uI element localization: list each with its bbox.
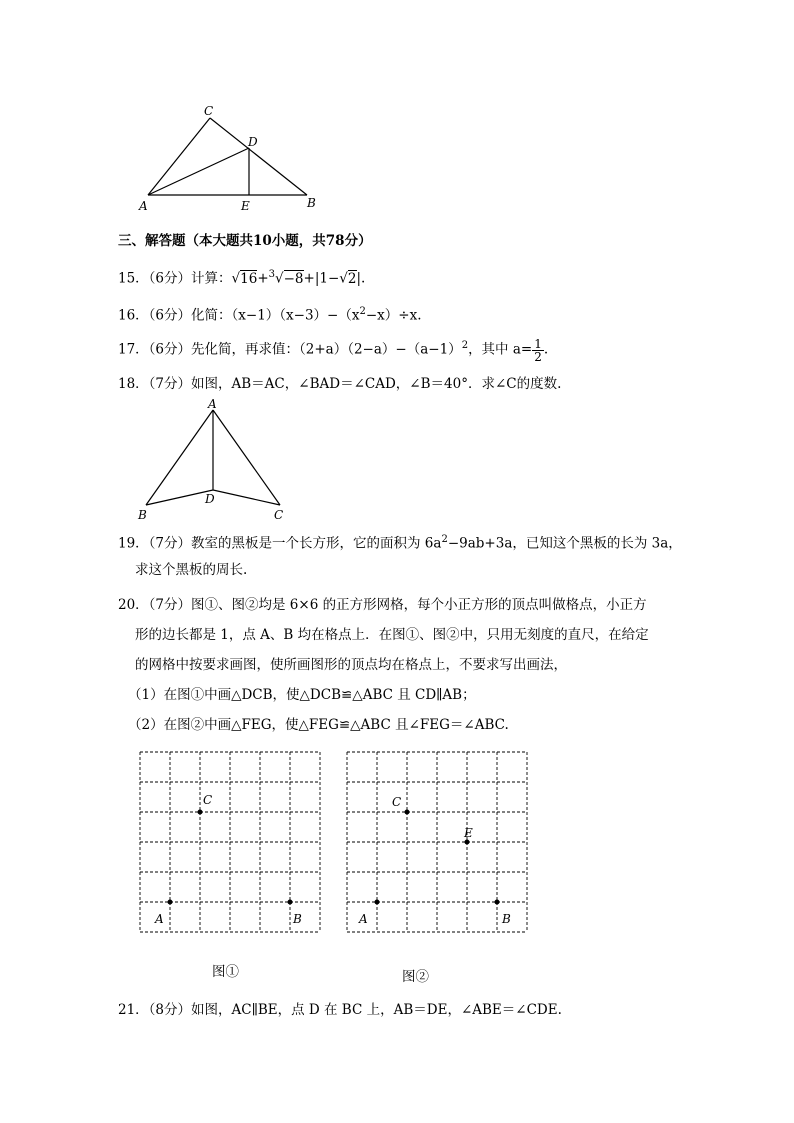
point-B — [495, 900, 500, 905]
question-20-line-1: 20．（7分）图①、图②均是 6×6 的正方形网格，每个小正方形的顶点叫做格点，小正方 — [118, 597, 647, 613]
q16-head: 16．（6分）化简：（x−1）（x−3）−（x — [118, 307, 360, 324]
label-D: D — [205, 492, 215, 506]
label-A: A — [155, 912, 164, 926]
q15-radicand-2: −8 — [283, 270, 304, 287]
q15-head: 15．（6分）计算： — [118, 270, 232, 287]
sqrt-icon: √ — [231, 270, 241, 287]
question-20-part-1: （1）在图①中画△DCB，使△DCB≌△ABC 且 CD∥AB； — [128, 687, 476, 703]
grid-1-caption: 图① — [212, 964, 239, 980]
sqrt-icon: √ — [275, 270, 284, 287]
q19-text-b: −9ab+3a，已知这个黑板的长为 3a， — [447, 535, 682, 552]
label-D: D — [248, 135, 258, 149]
grid-figure-1 — [130, 745, 330, 940]
q16-tail: −x）÷x. — [365, 307, 422, 324]
label-B: B — [293, 912, 302, 926]
point-C — [198, 810, 203, 815]
q15-radicand-3: 2 — [347, 270, 357, 287]
q17-mid: ，其中 a= — [468, 341, 533, 358]
label-A: A — [359, 912, 368, 926]
label-B: B — [502, 912, 511, 926]
q17-head: 17．（6分）先化简，再求值：（2+a）（2−a）−（a−1） — [118, 341, 462, 358]
sqrt-icon: √ — [339, 270, 348, 287]
grid-lines — [347, 752, 527, 932]
label-B: B — [138, 508, 147, 522]
q15-root-index: 3 — [268, 269, 276, 280]
point-C — [405, 810, 410, 815]
q15-plus-1: + — [257, 270, 269, 287]
label-C: C — [203, 793, 213, 807]
label-A: A — [208, 397, 217, 411]
label-E: E — [464, 826, 473, 840]
q19-exponent: 2 — [441, 534, 448, 545]
question-20-part-2: （2）在图②中画△FEG，使△FEG≌△ABC 且∠FEG＝∠ABC. — [128, 717, 509, 733]
label-C: C — [274, 508, 284, 522]
point-B — [288, 900, 293, 905]
point-A — [375, 900, 380, 905]
grid-figure-2 — [337, 745, 537, 940]
question-17 — [118, 333, 548, 363]
question-15 — [118, 265, 365, 289]
section-title: 三、解答题（本大题共10小题，共78分） — [118, 233, 372, 249]
label-B: B — [307, 196, 316, 210]
q17-exponent: 2 — [461, 340, 469, 351]
question-16 — [118, 302, 422, 326]
question-20-line-2: 形的边长都是 1，点 A、B 均在格点上．在图①、图②中，只用无刻度的直尺，在给定 — [135, 627, 649, 643]
label-C: C — [204, 104, 214, 118]
label-C: C — [392, 795, 402, 809]
q19-text-a: 19．（7分）教室的黑板是一个长方形，它的面积为 6a — [118, 535, 442, 552]
question-19-line-1 — [118, 530, 682, 554]
question-21: 21．（8分）如图，AC∥BE，点 D 在 BC 上，AB＝DE，∠ABE＝∠CDE. — [118, 1002, 562, 1018]
point-A — [168, 900, 173, 905]
grid-lines — [140, 752, 320, 932]
q16-exponent: 2 — [359, 306, 366, 317]
fraction-one-half: $\frac{1}{2}$ — [534, 336, 542, 364]
point-E — [465, 840, 470, 845]
q17-end: . — [543, 341, 549, 358]
figure-q18-triangle — [130, 395, 300, 525]
figure-triangle-abc-top — [130, 100, 330, 215]
label-A: A — [139, 199, 148, 213]
question-20-line-3: 的网格中按要求画图，使所画图形的顶点均在格点上，不要求写出画法， — [135, 657, 567, 673]
q15-radicand-1: 16 — [240, 270, 258, 287]
label-E: E — [241, 199, 250, 213]
question-18: 18．（7分）如图，AB＝AC，∠BAD＝∠CAD，∠B＝40°．求∠C的度数. — [118, 376, 562, 392]
q15-abs-open: |1− — [314, 270, 340, 287]
q15-abs-close: |. — [356, 270, 366, 287]
q15-plus-2: + — [303, 270, 315, 287]
grid-2-caption: 图② — [402, 969, 429, 985]
question-19-line-2: 求这个黑板的周长. — [135, 562, 248, 578]
